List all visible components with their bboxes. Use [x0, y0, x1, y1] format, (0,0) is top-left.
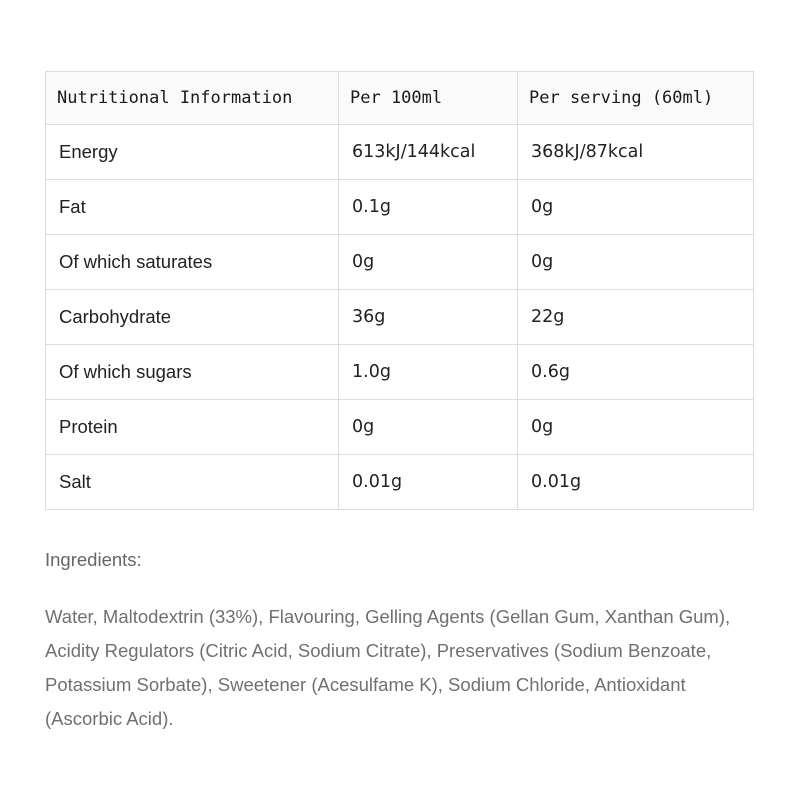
value-per-100ml: 1.0g: [339, 345, 518, 400]
value-per-serving: 0.6g: [518, 345, 754, 400]
table-row-salt: [46, 455, 754, 510]
nutrient-name: Fat: [46, 180, 339, 235]
table-row-energy: [46, 125, 754, 180]
value-per-serving: 0g: [518, 180, 754, 235]
ingredients-heading: Ingredients:: [45, 549, 142, 570]
header-per-100ml: Per 100ml: [339, 72, 518, 125]
nutrient-name: Salt: [46, 455, 339, 510]
value-per-100ml: 0.1g: [339, 180, 518, 235]
value-per-100ml: 0g: [339, 400, 518, 455]
nutrient-name: Of which sugars: [46, 345, 339, 400]
nutrient-name: Protein: [46, 400, 339, 455]
value-per-serving: 368kJ/87kcal: [518, 125, 754, 180]
table-row-protein: [46, 400, 754, 455]
nutrient-name: Energy: [46, 125, 339, 180]
header-per-serving: Per serving (60ml): [518, 72, 754, 125]
value-per-100ml: 613kJ/144kcal: [339, 125, 518, 180]
nutrient-name: Of which saturates: [46, 235, 339, 290]
value-per-100ml: 0g: [339, 235, 518, 290]
nutrient-name: Carbohydrate: [46, 290, 339, 345]
value-per-serving: 0g: [518, 235, 754, 290]
value-per-serving: 22g: [518, 290, 754, 345]
table-row-sugars: [46, 345, 754, 400]
value-per-100ml: 36g: [339, 290, 518, 345]
value-per-serving: 0g: [518, 400, 754, 455]
ingredients-text: Water, Maltodextrin (33%), Flavouring, Gelling Agents (Gellan Gum, Xanthan Gum), Acidity Regulators (Citric Acid, Sodium Citrate), Preservatives (Sodium Benzoate, Potassium Sorbate), Sweetener (Acesulfame K), Sodium Chloride, Antioxidant (Ascorbic Acid).: [45, 606, 731, 729]
header-nutritional-information: Nutritional Information: [46, 72, 339, 125]
nutrition-table: [45, 71, 754, 510]
table-row-saturates: [46, 235, 754, 290]
table-row-carbohydrate: [46, 290, 754, 345]
value-per-100ml: 0.01g: [339, 455, 518, 510]
table-header-row: [46, 72, 754, 125]
table-row-fat: [46, 180, 754, 235]
value-per-serving: 0.01g: [518, 455, 754, 510]
